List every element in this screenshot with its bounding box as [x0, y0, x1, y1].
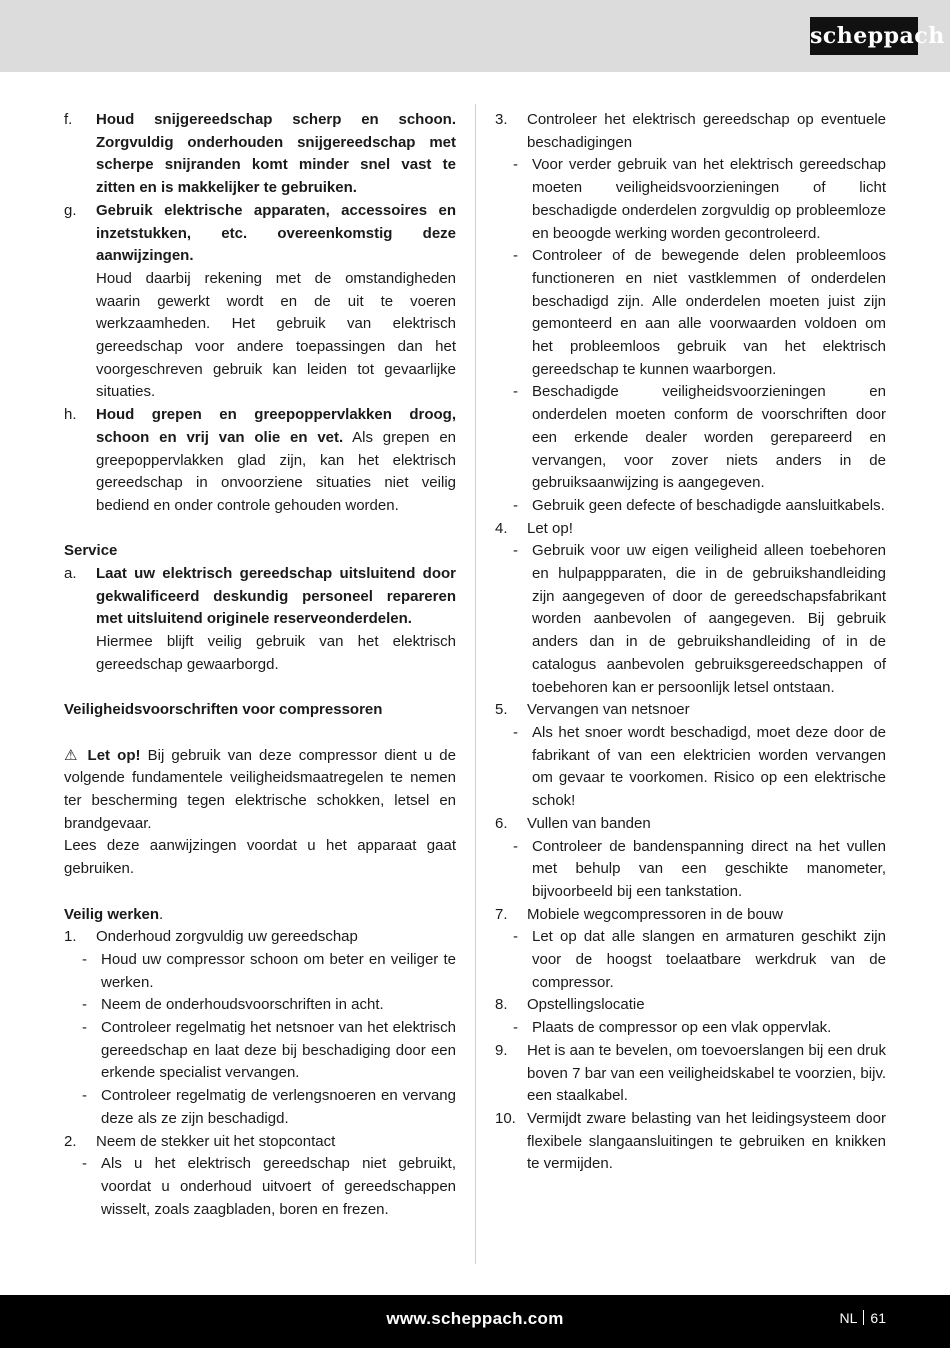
list-label: 6. [495, 814, 508, 832]
bullet-text: Gebruik geen defecte of beschadigde aansluitkabels. [532, 496, 885, 514]
list-label: f. [64, 111, 73, 128]
list-item-5 [495, 699, 886, 722]
warning-label: Let op! [87, 746, 141, 764]
bullet-item: - Controleer de bandenspanning direct na het vullen met behulp van een geschikte manometer, bijvoorbeeld bij een tankstation. [495, 836, 886, 904]
list-item-g [64, 200, 456, 404]
list-label: h. [64, 406, 77, 424]
website-link[interactable]: www.scheppach.com [386, 1309, 564, 1328]
item-1-text: Onderhoud zorgvuldig uw gereedschap [96, 928, 358, 946]
bullet-item: - Controleer regelmatig het netsnoer van het elektrisch gereedschap en laat deze bij beschadiging door een erkende specialist vervangen. [64, 1017, 456, 1085]
scheppach-logo: scheppach [810, 17, 918, 55]
read-instructions: Lees deze aanwijzingen voordat u het apparaat gaat gebruiken. [64, 837, 456, 878]
bullet-item: - Als het snoer wordt beschadigd, moet deze door de fabrikant of van een elektricien worden vervangen om gevaar te voorkomen. Risico op een elektrische schok! [495, 722, 886, 813]
bullet-text: Let op dat alle slangen en armaturen geschikt zijn voor de hoogst toelaatbare werkdruk van de compressor. [532, 928, 886, 991]
safe-work-heading-line [64, 904, 456, 927]
bullet-item: - Houd uw compressor schoon om beter en veiliger te werken. [64, 949, 456, 994]
item-5-text: Vervangen van netsnoer [527, 701, 690, 719]
list-item-2 [64, 1131, 456, 1154]
list-label: 10. [495, 1109, 516, 1127]
bullet-text: Voor verder gebruik van het elektrisch gereedschap moeten veiligheidsvoorzieningen of licht beschadigde onderdelen zorgvuldig op probleemloze en beoogde werking worden gecontroleerd. [532, 156, 886, 242]
list-item-8 [495, 994, 886, 1017]
bullet-text: Gebruik voor uw eigen veiligheid alleen toebehoren en hulpappparaten, die in de gebruikshandleiding zijn aangegeven of door de gereedschapsfabrikant worden aanbevolen of aangegeven. Bij gebruik anders dan in de gebruikshandleiding of in de catalogus aanbevolen gebruiksgereedschappen of toebehoren kan er persoonlijk letsel ontstaan. [532, 542, 886, 696]
list-item-9 [495, 1040, 886, 1108]
page-separator [863, 1310, 864, 1325]
bullet-item: - Gebruik geen defecte of beschadigde aansluitkabels. [495, 495, 886, 518]
item-7-text: Mobiele wegcompressoren in de bouw [527, 905, 783, 923]
item-9-text: Het is aan te bevelen, om toevoerslangen bij een druk boven 7 bar van een veiligheidskabel te voorzien, bijv. een staalkabel. [527, 1041, 886, 1105]
header-bar [0, 0, 950, 72]
item-8-text: Opstellingslocatie [527, 996, 645, 1014]
safe-work-period: . [159, 905, 164, 923]
footer-bar [0, 1295, 950, 1348]
list-item-3 [495, 109, 886, 154]
list-label: g. [64, 201, 77, 219]
bullet-text: Als het snoer wordt beschadigd, moet deze door de fabrikant of van een elektricien worden vervangen om gevaar te voorkomen. Risico op een elektrische schok! [532, 723, 886, 810]
list-label: 8. [495, 996, 508, 1014]
bullet-item: - Voor verder gebruik van het elektrisch gereedschap moeten veiligheidsvoorzieningen of licht beschadigde onderdelen zorgvuldig op probleemloze en beoogde werking worden gecontroleerd. [495, 154, 886, 245]
item-h-bold-text: Houd grepen en greepoppervlakken droog, schoon en vrij van olie en vet. [96, 406, 456, 446]
warning-icon: ⚠ [64, 746, 81, 764]
bullet-item: - Als u het elektrisch gereedschap niet gebruikt, voordat u onderhoud uitvoert of gereedschappen wisselt, zoals zaagbladen, boren en frezen. [64, 1153, 456, 1221]
item-f-bold-text: Houd snijgereedschap scherp en schoon. Zorgvuldig onderhouden snijgereedschap met scherpe snijranden komt minder snel vast te zitten en is makkelijker te gebruiken. [96, 111, 456, 197]
item-h-text: Als grepen en greepoppervlakken glad zijn, kan het elektrisch gereedschap in onvoorziene situaties niet veilig bediend en onder controle gehouden worden. [96, 428, 457, 514]
service-a-text: Hiermee blijft veilig gebruik van het elektrisch gereedschap gewaarborgd. [96, 633, 456, 673]
list-item-service-a [64, 563, 456, 677]
item-4-text: Let op! [527, 519, 573, 537]
column-divider [475, 104, 476, 1264]
right-column [495, 109, 886, 1176]
list-item-4 [495, 518, 886, 541]
page-reference [840, 1310, 886, 1326]
bullet-text: Houd uw compressor schoon om beter en veiliger te werken. [101, 950, 456, 991]
language-code: NL [839, 1310, 858, 1326]
bullet-text: Controleer regelmatig het netsnoer van het elektrisch gereedschap en laat deze bij beschadiging door een erkende specialist vervangen. [101, 1019, 456, 1082]
bullet-item: - Controleer regelmatig de verlengsnoeren en vervang deze als ze zijn beschadigd. [64, 1085, 456, 1130]
safe-work-heading: Veilig werken [64, 905, 160, 923]
bullet-text: Controleer de bandenspanning direct na het vullen met behulp van een geschikte manometer, bijvoorbeeld bij een tankstation. [532, 837, 886, 900]
list-label: 1. [64, 928, 77, 946]
list-item-6 [495, 813, 886, 836]
list-item-1 [64, 926, 456, 949]
item-2-text: Neem de stekker uit het stopcontact [96, 1132, 336, 1150]
bullet-item: - Neem de onderhoudsvoorschriften in acht. [64, 994, 456, 1017]
list-label: 9. [495, 1041, 508, 1059]
list-label: 7. [495, 905, 508, 923]
bullet-text: Neem de onderhoudsvoorschriften in acht. [101, 996, 384, 1014]
item-g-bold-text: Gebruik elektrische apparaten, accessoires en inzetstukken, etc. overeenkomstig deze aanwijzingen. [96, 201, 456, 265]
service-a-bold-text: Laat uw elektrisch gereedschap uitsluitend door gekwalificeerd deskundig personeel repareren met uitsluitend originele reserveonderdelen. [96, 565, 456, 628]
item-3-text: Controleer het elektrisch gereedschap op eventuele beschadigingen [527, 111, 886, 151]
left-column [64, 109, 456, 1221]
bullet-text: Als u het elektrisch gereedschap niet gebruikt, voordat u onderhoud uitvoert of gereedschappen wisselt, zoals zaagbladen, boren en frezen. [101, 1155, 456, 1218]
item-g-text: Houd daarbij rekening met de omstandigheden waarin gewerkt wordt en de uit te voeren werkzaamheden. Het gebruik van elektrisch gereedschap voor andere toepassingen dan het voorgeschreven gebruik kan leiden tot gevaarlijke situaties. [96, 269, 456, 401]
bullet-text: Plaats de compressor op een vlak oppervlak. [532, 1019, 832, 1037]
service-heading: Service [64, 542, 118, 560]
list-item-f [64, 109, 456, 200]
list-label: 3. [495, 111, 508, 128]
bullet-item: - Let op dat alle slangen en armaturen geschikt zijn voor de hoogst toelaatbare werkdruk van de compressor. [495, 926, 886, 994]
list-label: a. [64, 565, 77, 583]
warning-paragraph [64, 745, 456, 836]
bullet-text: Beschadigde veiligheidsvoorzieningen en onderdelen moeten conform de voorschriften door een erkende dealer worden gerepareerd en vervangen, voor zover niets anders in de gebruiksaanwijzing is aangegeven. [532, 383, 886, 492]
warning-text: Bij gebruik van deze compressor dient u de volgende fundamentele veiligheidsmaatregelen te nemen ter bescherming tegen elektrische schokken, letsel en brandgevaar. [64, 746, 456, 832]
bullet-item: - Gebruik voor uw eigen veiligheid alleen toebehoren en hulpappparaten, die in de gebruikshandleiding zijn aangegeven of door de gereedschapsfabrikant worden aanbevolen of aangegeven. Bij gebruik anders dan in de gebruikshandleiding of in de catalogus aanbevolen gebruiksgereedschappen of toebehoren kan er persoonlijk letsel ontstaan. [495, 540, 886, 699]
list-item-h [64, 404, 456, 518]
page-number: 61 [870, 1310, 886, 1326]
item-6-text: Vullen van banden [527, 814, 651, 832]
compressor-heading: Veiligheidsvoorschriften voor compressoren [64, 701, 383, 719]
list-label: 5. [495, 701, 508, 719]
list-label: 4. [495, 519, 508, 537]
bullet-item: - Beschadigde veiligheidsvoorzieningen en onderdelen moeten conform de voorschriften door een erkende dealer worden gerepareerd en vervangen, voor zover niets anders in de gebruiksaanwijzing is aangegeven. [495, 381, 886, 495]
bullet-item: - Plaats de compressor op een vlak oppervlak. [495, 1017, 886, 1040]
bullet-text: Controleer regelmatig de verlengsnoeren en vervang deze als ze zijn beschadigd. [101, 1087, 456, 1127]
item-10-text: Vermijdt zware belasting van het leidingsysteem door flexibele slangaansluitingen te gebruiken en knikken te vermijden. [527, 1109, 886, 1173]
list-label: 2. [64, 1132, 77, 1150]
bullet-item: - Controleer of de bewegende delen probleemloos functioneren en niet vastklemmen of onderdelen beschadigd zijn. Alle onderdelen moeten juist zijn gemonteerd en aan alle voorwaarden voldoen om het probleemloos gebruik van het elektrisch gereedschap te kunnen waarborgen. [495, 245, 886, 381]
bullet-text: Controleer of de bewegende delen probleemloos functioneren en niet vastklemmen of onderdelen beschadigd zijn. Alle onderdelen moeten juist zijn gemonteerd en aan alle voorwaarden voldoen om het probleemloos gebruik van het elektrisch gereedschap te kunnen waarborgen. [532, 247, 886, 378]
list-item-10 [495, 1108, 886, 1176]
list-item-7 [495, 904, 886, 927]
